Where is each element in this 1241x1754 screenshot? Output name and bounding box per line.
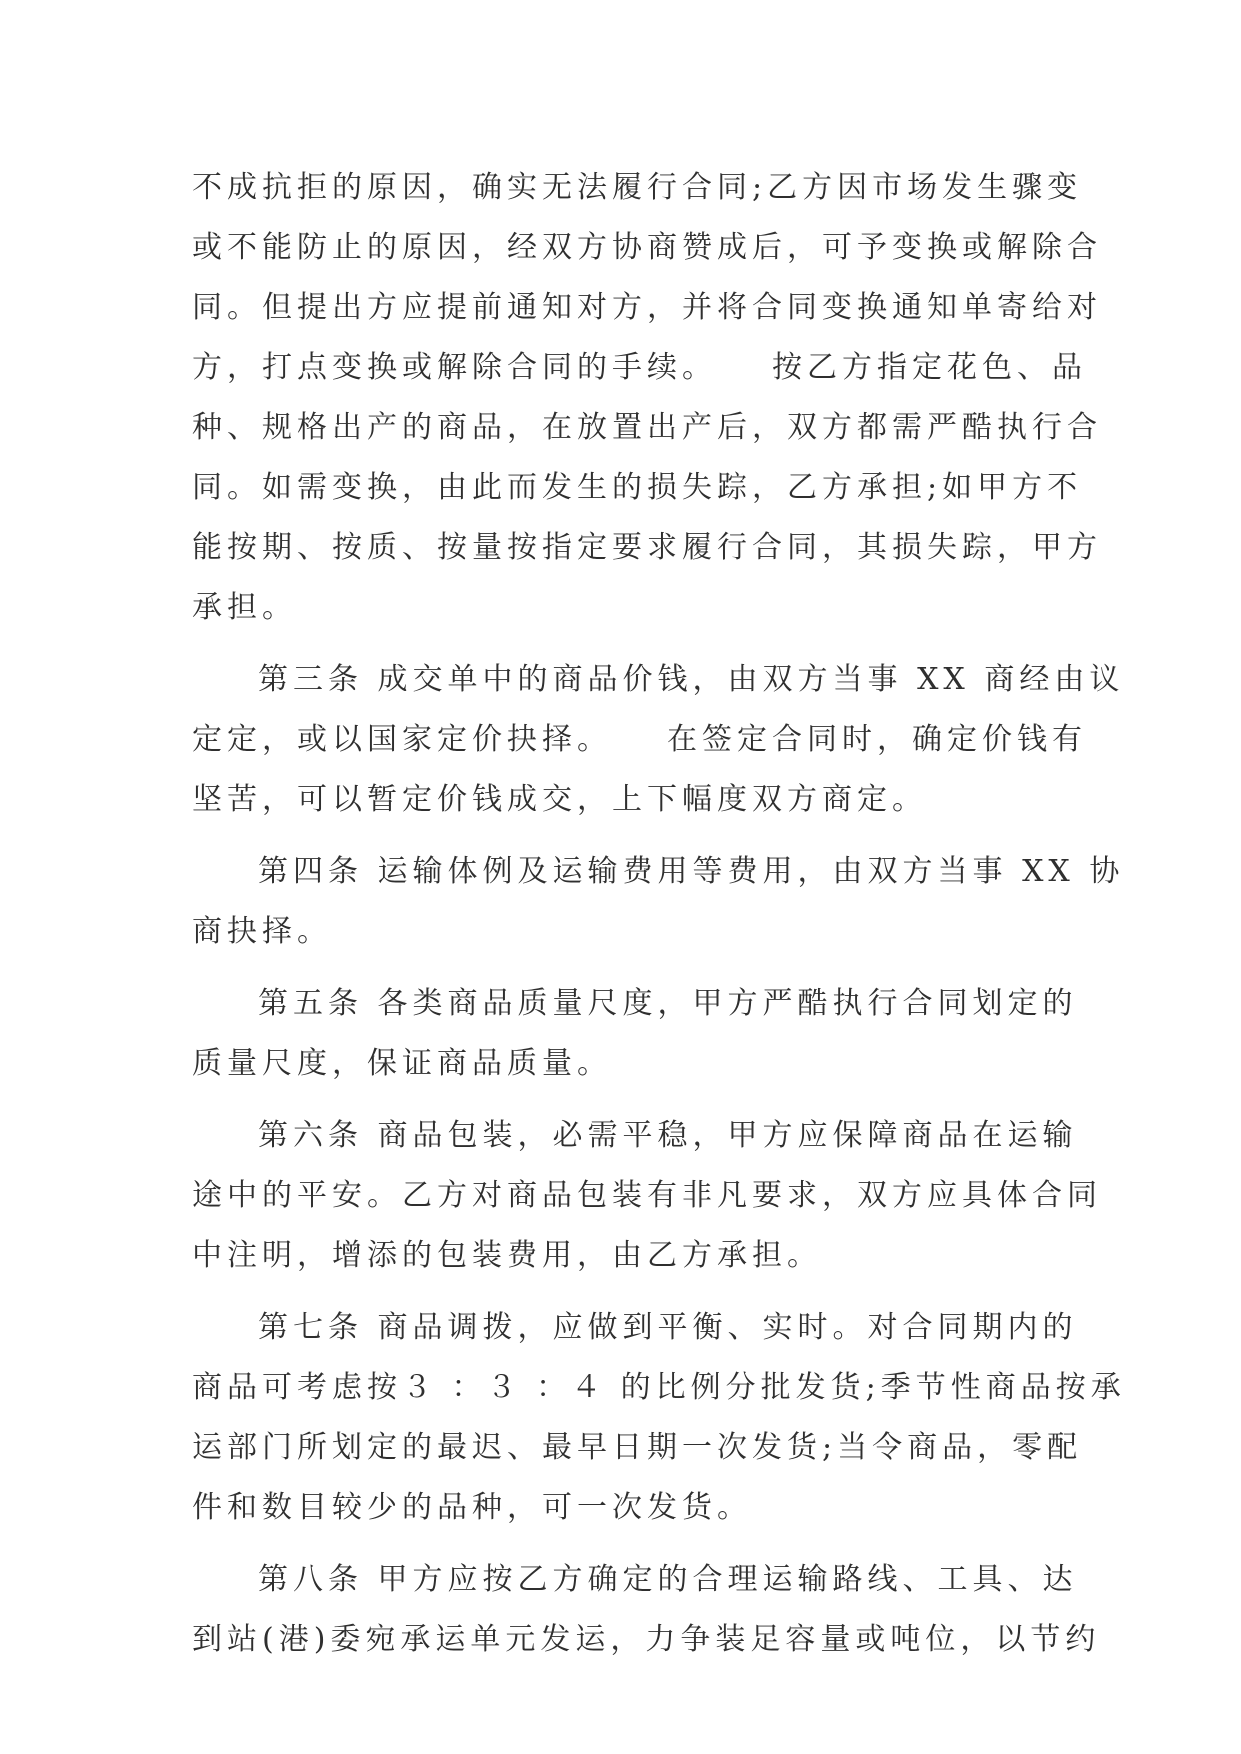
text-line: 不成抗拒的原因，确实无法履行合同;乙方因市场发生骤变 (192, 170, 1083, 205)
text-line: 能按期、按质、按量按指定要求履行合同，其损失踪，甲方 (192, 530, 1102, 565)
text-line: 承担。 (192, 590, 297, 625)
text-line: 商品可考虑按３ ：３ ：４ 的比例分批发货;季节性商品按承 (192, 1370, 1126, 1405)
document-body (192, 158, 1126, 1670)
text-line: 方，打点变换或解除合同的手续。 按乙方指定花色、品 (192, 350, 1087, 385)
text-line: 到站(港)委宛承运单元发运，力争装足容量或吨位，以节约 (192, 1622, 1101, 1657)
text-line: 第五条 各类商品质量尺度，甲方严酷执行合同划定的 (258, 986, 1078, 1021)
text-line: 件和数目较少的品种，可一次发货。 (192, 1490, 752, 1525)
text-line: 运部门所划定的最迟、最早日期一次发货;当令商品，零配 (192, 1430, 1083, 1465)
text-line: 第六条 商品包装，必需平稳，甲方应保障商品在运输 (258, 1118, 1078, 1153)
text-line: 途中的平安。乙方对商品包装有非凡要求，双方应具体合同 (192, 1178, 1102, 1213)
text-line: 第三条 成交单中的商品价钱，由双方当事 XX 商经由议 (258, 662, 1125, 697)
text-line: 坚苦，可以暂定价钱成交，上下幅度双方商定。 (192, 782, 927, 817)
text-line: 定定，或以国家定价抉择。 在签定合同时，确定价钱有 (192, 722, 1087, 757)
text-line: 或不能防止的原因，经双方协商赞成后，可予变换或解除合 (192, 230, 1102, 265)
text-line: 第七条 商品调拨，应做到平衡、实时。对合同期内的 (258, 1310, 1078, 1345)
text-line: 中注明，增添的包装费用，由乙方承担。 (192, 1238, 822, 1273)
text-line: 同。但提出方应提前通知对方，并将合同变换通知单寄给对 (192, 290, 1102, 325)
text-line: 商抉择。 (192, 914, 332, 949)
text-line: 质量尺度，保证商品质量。 (192, 1046, 612, 1081)
text-line: 第八条 甲方应按乙方确定的合理运输路线、工具、达 (258, 1562, 1078, 1597)
text-line: 第四条 运输体例及运输费用等费用，由双方当事 XX 协 (258, 854, 1125, 889)
text-line: 同。如需变换，由此而发生的损失踪，乙方承担;如甲方不 (192, 470, 1083, 505)
text-line: 种、规格出产的商品，在放置出产后，双方都需严酷执行合 (192, 410, 1102, 445)
